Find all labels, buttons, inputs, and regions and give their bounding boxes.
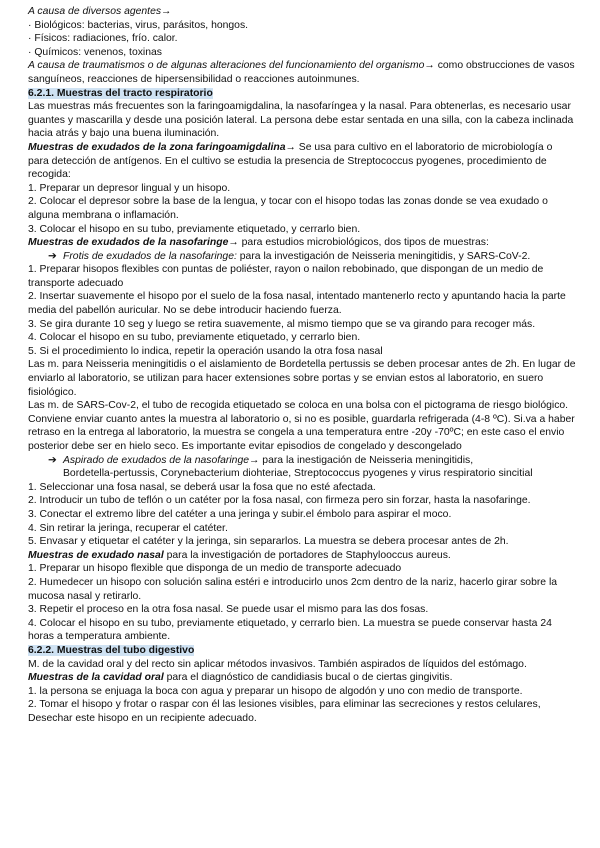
nasal-title: Muestras de exudado nasal: [28, 549, 164, 561]
neisseria-paragraph: Las m. para Neisseria meningitidis o el aislamiento de Bordetella pertussis se deben procesar antes de 2h. En lugar de enviarlo al laboratorio, se utilizan para hacer extensiones sobre portas y se envian estos al laboratorio, en suero fisiológico.: [28, 359, 576, 398]
swab-step-1: 1. Preparar hisopos flexibles con puntas de poliéster, rayon o nailon rebobinado, que dispongan de un medio de transporte adecuado: [28, 264, 544, 289]
aspirate-step-2: 2. Introducir un tubo de teflón o un catéter por la fosa nasal, con firmeza pero sin forzar, hasta la nasofaringe.: [28, 495, 531, 507]
trauma-lead: A causa de traumatismos o de algunas alteraciones del funcionamiento del organismo→: [28, 60, 435, 72]
oral-title: Muestras de la cavidad oral: [28, 672, 164, 684]
aspirate-step-1: 1. Seleccionar una fosa nasal, se deberá usar la fosa que no esté afectada.: [28, 481, 376, 493]
document-page: [28, 5, 576, 725]
pharyngeal-step-3: 3. Colocar el hisopo en su tubo, previamente etiquetado, y cerrarlo bien.: [28, 223, 361, 235]
nasal-step-2: 2. Humedecer un hisopo con solución salina estéri e introducirlo unos 2cm dentro de la nariz, hacerlo girar sobre la mucosa nasal y retirarlo.: [28, 576, 558, 602]
swab-step-5: 5. Si el procedimiento lo indica, repetir la operación usando la otra fosa nasal: [28, 345, 383, 357]
agents-intro: A causa de diversos agentes→: [28, 6, 172, 17]
nasal-step-3: 3. Repetir el proceso en la otra fosa nasal. Se puede usar el mismo para las dos fosas.: [28, 604, 429, 616]
sarscov2-paragraph: Las m. de SARS-Cov-2, el tubo de recogida etiquetado se coloca en una bolsa con el pictograma de riesgo biológico. Conviene enviar cuanto antes la muestra al laboratorio o, si no es posible, guardarla refrigerada (4-8 ºC). Si.va a haber retraso en la entrega al laboratorio, la muestra se congela a una temperatura entre -20y -70ºC; en este caso el envio posterior debe ser en hielo seco. Es importante evitar episodios de congelado y descongelado: [28, 400, 575, 452]
nasal-step-1: 1. Preparar un hisopo flexible que disponga de un medio de transporte adecuado: [28, 563, 402, 575]
nasopharynx-text: → para estudios microbiológicos, dos tipos de muestras:: [228, 237, 489, 249]
swab-title: Frotis de exudados de la nasofaringe:: [63, 250, 237, 262]
bullet-aspirate: [28, 454, 576, 468]
pharyngeal-title: Muestras de exudados de la zona faringoamigdalina: [28, 141, 286, 153]
biological-agents: · Biológicos: bacterias, virus, parásitos, hongos.: [28, 19, 249, 31]
pharyngeal-step-2: 2. Colocar el depresor sobre la base de la lengua, y tocar con el hisopo todas las zonas donde se vea exudado o alguna membrana o inflamación.: [28, 196, 548, 221]
chemical-agents: · Químicos: venenos, toxinas: [28, 46, 162, 58]
oral-paragraph: [28, 671, 576, 685]
aspirate-title: Aspirado de exudados de la nasofaringe: [63, 454, 250, 466]
arrow-icon: ➔: [48, 250, 57, 262]
bullet-swab: [28, 250, 576, 264]
arrow-icon: ➔: [48, 454, 57, 466]
swab-step-2: 2. Insertar suavemente el hisopo por el suelo de la fosa nasal, intentado mantenerlo recto y apuntando hacia la parte media del pabellón auricular. No se debe introducir haciendo fuerza.: [28, 291, 566, 317]
digestive-intro: M. de la cavidad oral y del recto sin aplicar métodos invasivos. También aspirados de líquidos del estómago.: [28, 658, 527, 670]
section-heading-622: [28, 644, 576, 658]
aspirate-step-3: 3. Conectar el extremo libre del catéter a una jeringa y subir.el émbolo para aspirar el moco.: [28, 508, 452, 520]
section-title-respiratory: 6.2.1. Muestras del tracto respiratorio: [28, 87, 213, 99]
swab-step-4: 4. Colocar el hisopo en su tubo, previamente etiquetado, y cerrarlo bien.: [28, 332, 361, 344]
physical-agents: · Físicos: radiaciones, frío. calor.: [28, 33, 178, 45]
aspirate-organisms: Bordetella-pertussis, Corynebacterium diohteriae, Streptococcus pyogenes y virus respiratorio sincitial: [63, 468, 533, 480]
oral-text: para el diagnóstico de candidiasis bucal o de ciertas gingivitis.: [163, 672, 453, 684]
nasopharynx-title: Muestras de exudados de la nasofaringe: [28, 237, 229, 249]
swab-text: para la investigación de Neisseria meningitidis, y SARS-CoV-2.: [236, 250, 531, 262]
trauma-rest: como obstrucciones de vasos sanguíneos, reacciones de hipersensibilidad o reacciones autoinmunes.: [28, 60, 575, 85]
pharyngeal-step-1: 1. Preparar un depresor lingual y un hisopo.: [28, 182, 231, 194]
swab-step-3: 3. Se gira durante 10 seg y luego se retira suavemente, al mismo tiempo que se va girando para recoger más.: [28, 318, 536, 330]
aspirate-step-5: 5. Envasar y etiquetar el catéter y la jeringa, sin separarlos. La muestra se debera procesar antes de 2h.: [28, 536, 509, 548]
oral-step-1: 1. la persona se enjuaga la boca con agua y preparar un hisopo de algodón y uno con medio de transporte.: [28, 685, 523, 697]
nasal-paragraph: [28, 549, 576, 563]
nasal-text: para la investigación de portadores de Staphylooccus aureus.: [163, 549, 451, 561]
aspirate-text: → para la inestigación de Neisseria meningitidis,: [249, 454, 474, 466]
pharyngeal-text: → Se usa para cultivo en el laboratorio de microbiología o para detección de antígenos. En el cultivo se estudia la presencia de Streptococcus pyogenes, procedimiento de recogida:: [28, 141, 553, 181]
trauma-paragraph: [28, 59, 576, 86]
aspirate-step-4: 4. Sin retirar la jeringa, recuperar el catéter.: [28, 522, 228, 534]
nasal-step-4: 4. Colocar el hisopo en su tubo, previamente etiquetado, y cerrarlo bien. La muestra se puede conservar hasta 24 horas a temperatura ambiente.: [28, 617, 552, 643]
section-title-digestive: 6.2.2. Muestras del tubo digestivo: [28, 644, 195, 656]
respiratory-intro: Las muestras más frecuentes son la faringoamigdalina, la nasofaríngea y la nasal. Para obtenerlas, es necesario usar guantes y mascarilla y desde una posición lateral. La persona debe estar sentada en una silla, con la cabeza inclinada hacia atrás y bajo una buena iluminación.: [28, 101, 574, 140]
oral-step-2: 2. Tomar el hisopo y frotar o raspar con él las lesiones visibles, para eliminar las secreciones y restos celulares, Desechar este hisopo en un recipiente adecuado.: [28, 699, 541, 724]
pharyngeal-paragraph: [28, 141, 576, 182]
nasopharynx-paragraph: [28, 236, 576, 250]
section-heading-621: [28, 87, 576, 101]
